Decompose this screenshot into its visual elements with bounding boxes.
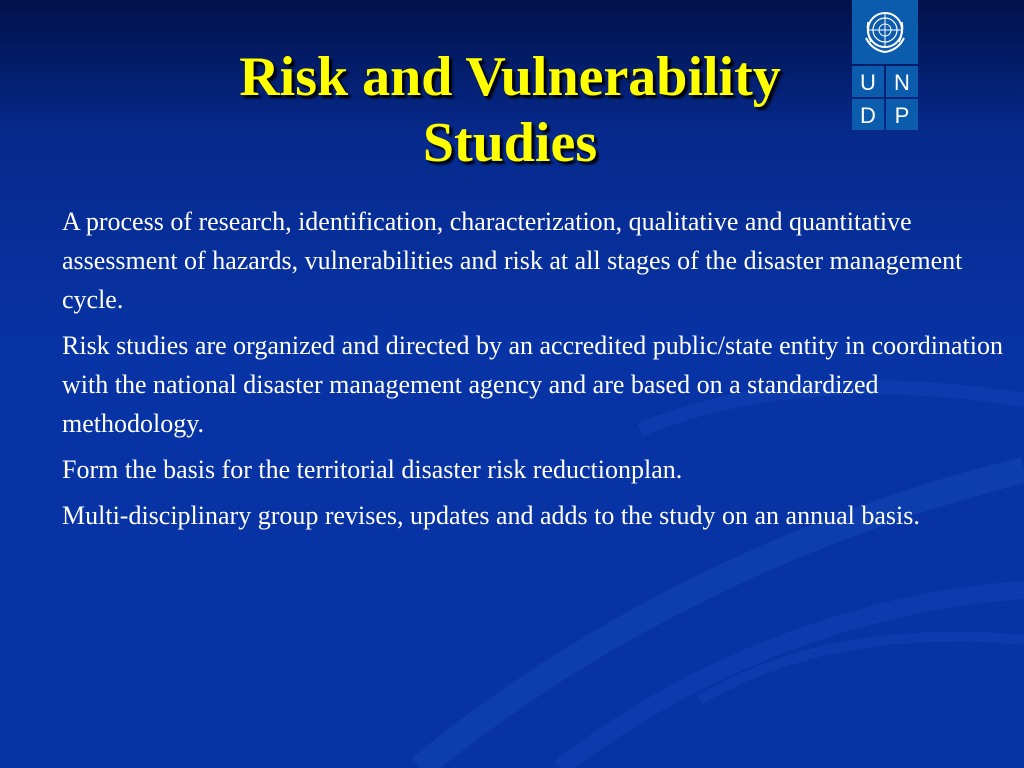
slide-title <box>150 44 870 176</box>
bullet-item: Risk studies are organized and directed by an accredited public/state entity in coordination with the national disaster management agency and are based on a standardized methodology. <box>62 331 1003 438</box>
logo-letter-p: P <box>894 103 910 128</box>
logo-letter-d: D <box>860 103 876 128</box>
undp-logo <box>852 0 918 130</box>
bullet-item: A process of research, identification, characterization, qualitative and quantitative assessment of hazards, vulnerabilities and risk at all stages of the disaster management cycle. <box>62 207 963 314</box>
bullet-list <box>62 202 1017 542</box>
bullet-item: Form the basis for the territorial disaster risk reductionplan. <box>62 455 683 484</box>
title-line-2: Studies <box>422 112 598 174</box>
title-line-1: Risk and Vulnerability <box>239 46 781 108</box>
bullet-item: Multi-disciplinary group revises, updates and adds to the study on an annual basis. <box>62 501 920 530</box>
logo-letter-n: N <box>894 70 910 95</box>
logo-letter-u: U <box>860 70 876 95</box>
